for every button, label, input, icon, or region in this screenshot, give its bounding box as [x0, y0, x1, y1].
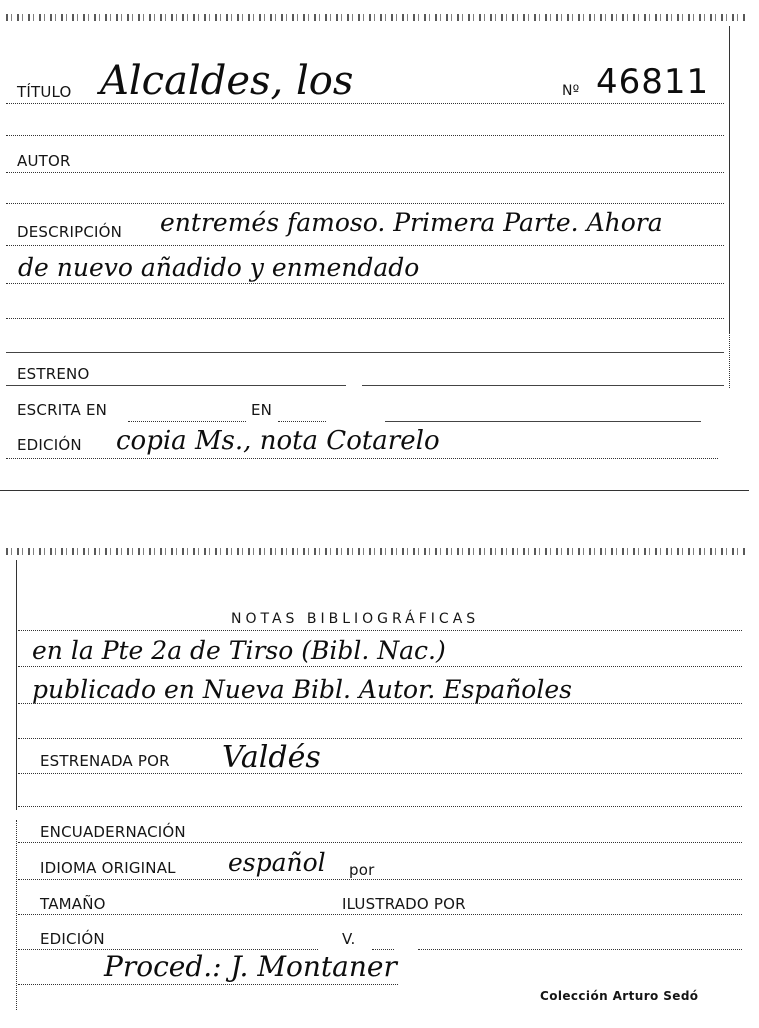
card-top-edge [6, 14, 746, 21]
rule-3 [6, 318, 724, 319]
escrita-en-label: ESCRITA EN [17, 401, 108, 419]
edicion-label: EDICIÓN [17, 436, 82, 454]
v-label: V. [342, 930, 356, 948]
rule-2 [6, 203, 724, 204]
edicion2-line-c [418, 949, 742, 950]
rule-1 [6, 135, 724, 136]
estreno-line-b [362, 385, 724, 386]
ilustrado-label: ILUSTRADO POR [342, 895, 466, 913]
notas-line1: en la Pte 2a de Tirso (Bibl. Nac.) [32, 636, 446, 665]
card-top-bottom-edge [0, 490, 749, 491]
descripcion-label: DESCRIPCIÓN [17, 223, 123, 241]
descripcion-line-1 [6, 245, 724, 246]
notas-line-2 [18, 703, 742, 704]
descripcion-line2: de nuevo añadido y enmendado [18, 253, 420, 282]
estreno-label: ESTRENO [17, 365, 90, 383]
tamano-label: TAMAÑO [40, 895, 106, 913]
estrenada-por-value: Valdés [222, 740, 321, 775]
por-label: por [349, 861, 375, 879]
titulo-label: TÍTULO [17, 83, 72, 101]
autor-label: AUTOR [17, 152, 71, 170]
titulo-line [6, 103, 724, 104]
notas-line-1 [18, 666, 742, 667]
card-top-right-border [729, 26, 730, 332]
escrita-line-b [385, 421, 701, 422]
descripcion-line-2 [6, 283, 724, 284]
numero-prefix: Nº [562, 83, 580, 99]
estrenada-por-label: ESTRENADA POR [40, 752, 170, 770]
estreno-line-a [6, 385, 346, 386]
notas-heading: NOTAS BIBLIOGRÁFICAS [231, 611, 480, 627]
tamano-line [18, 914, 742, 915]
escrita-en-line [128, 421, 246, 422]
autor-line [6, 172, 724, 173]
edicion-value: copia Ms., nota Cotarelo [116, 426, 440, 456]
card-bottom-left-border-lower [16, 820, 17, 1010]
card-bottom-edge [6, 548, 746, 555]
titulo-value: Alcaldes, los [100, 58, 354, 104]
descripcion-line1: entremés famoso. Primera Parte. Ahora [160, 208, 663, 237]
card-top-right-border-lower [729, 332, 730, 388]
en-label: EN [251, 401, 273, 419]
coleccion-footer: Colección Arturo Sedó [540, 989, 699, 1003]
edicion2-label: EDICIÓN [40, 930, 105, 948]
notas-line-0 [18, 630, 742, 631]
idioma-line [18, 879, 742, 880]
notas-line-3 [18, 738, 742, 739]
edicion-line [6, 458, 718, 459]
idioma-value: español [228, 848, 326, 877]
notas-line-4 [18, 806, 742, 807]
rule-4 [6, 352, 724, 353]
numero-value: 46811 [596, 62, 710, 102]
en-line [278, 421, 326, 422]
proced-line [18, 984, 398, 985]
idioma-label: IDIOMA ORIGINAL [40, 859, 176, 877]
estrenada-line [18, 773, 742, 774]
card-bottom-left-border [16, 560, 17, 810]
encuadernacion-line [18, 842, 742, 843]
proced-value: Proced.: J. Montaner [104, 950, 397, 983]
notas-line2: publicado en Nueva Bibl. Autor. Españoles [32, 675, 572, 704]
encuadernacion-label: ENCUADERNACIÓN [40, 823, 186, 841]
